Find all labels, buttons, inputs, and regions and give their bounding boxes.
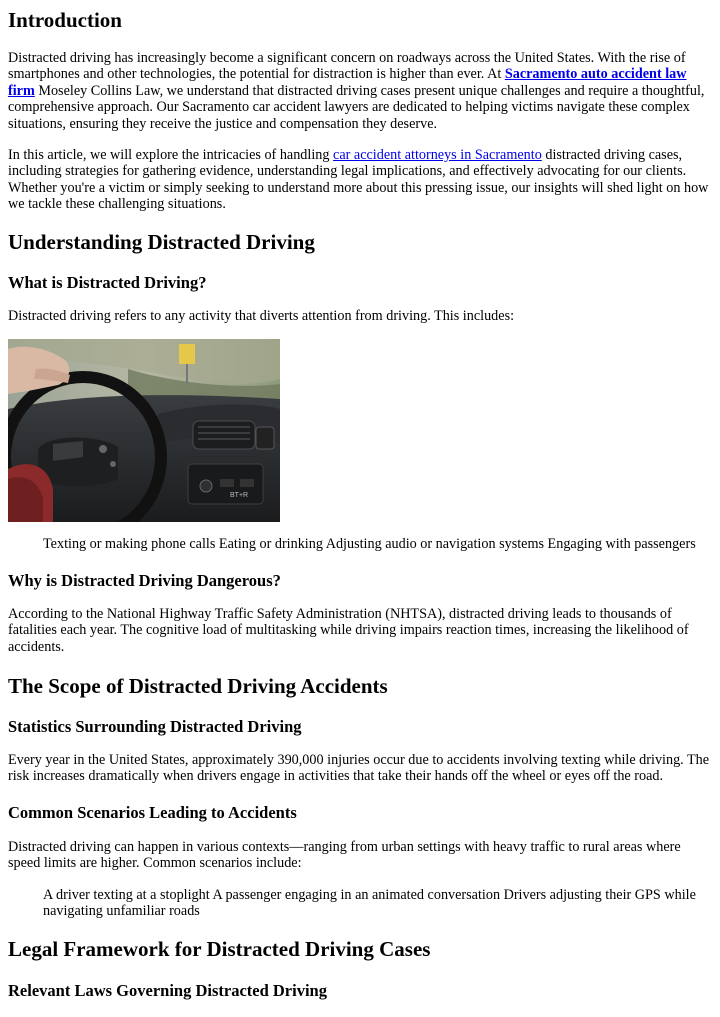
statistics-paragraph: Every year in the United States, approximately 390,000 injuries occur due to accidents involving texting while driving. The risk increases dramatically when drivers engage in activities that take their hands off the wheel or eyes off the road. bbox=[8, 752, 710, 785]
intro-p2-text-a: In this article, we will explore the intricacies of handling bbox=[8, 147, 334, 163]
intro-paragraph-1 bbox=[8, 50, 714, 132]
heading-common-scenarios: Common Scenarios Leading to Accidents bbox=[8, 803, 297, 822]
console-button-label: BT+R bbox=[230, 492, 249, 499]
common-scenarios-paragraph: Distracted driving can happen in various contexts—ranging from urban settings with heavy traffic to rural areas where speed limits are higher. Common scenarios include: bbox=[8, 839, 681, 872]
heading-scope: The Scope of Distracted Driving Accidents bbox=[8, 674, 388, 698]
heading-why-dangerous: Why is Distracted Driving Dangerous? bbox=[8, 571, 281, 590]
car-interior-photo bbox=[8, 339, 280, 522]
why-dangerous-paragraph: According to the National Highway Traffic Safety Administration (NHTSA), distracted driving leads to thousands of fatalities each year. The cognitive load of multitasking while driving impairs reaction times, increasing the likelihood of accidents. bbox=[8, 606, 689, 655]
intro-p2-text-b: distracted driving cases, including strategies for gathering evidence, understanding legal implications, and effectively advocating for our clients. Whether you're a victim or simply seeking to understand more about this pressing issue, our insights will shed light on how we tackle these challenging situations. bbox=[8, 147, 709, 213]
car-accident-attorneys-link[interactable]: car accident attorneys in Sacramento bbox=[333, 147, 542, 163]
distraction-list: Texting or making phone calls Eating or drinking Adjusting audio or navigation systems Engaging with passengers bbox=[43, 536, 696, 552]
heading-what-is: What is Distracted Driving? bbox=[8, 273, 207, 292]
heading-legal-framework: Legal Framework for Distracted Driving Cases bbox=[8, 937, 431, 961]
heading-introduction: Introduction bbox=[8, 8, 122, 32]
intro-p1-text-b: Moseley Collins Law, we understand that distracted driving cases present unique challenges and require a thoughtful, comprehensive approach. Our Sacramento car accident lawyers are dedicated to helping victims navigate these complex situations, ensuring they receive the justice and compensation they deserve. bbox=[8, 82, 705, 132]
heading-understanding: Understanding Distracted Driving bbox=[8, 230, 315, 254]
what-is-paragraph: Distracted driving refers to any activity that diverts attention from driving. This includes: bbox=[8, 308, 515, 324]
heading-statistics: Statistics Surrounding Distracted Driving bbox=[8, 717, 302, 736]
scenarios-list: A driver texting at a stoplight A passenger engaging in an animated conversation Drivers adjusting their GPS while navigating unfamiliar roads bbox=[43, 887, 696, 920]
intro-p1-text-a: Distracted driving has increasingly become a significant concern on roadways across the United States. With the rise of smartphones and other technologies, the potential for distraction is higher than ever. At bbox=[8, 50, 686, 83]
sacramento-law-firm-link[interactable]: Sacramento auto accident law firm bbox=[8, 66, 687, 99]
heading-relevant-laws: Relevant Laws Governing Distracted Driving bbox=[8, 981, 327, 1000]
intro-paragraph-2 bbox=[8, 147, 714, 213]
